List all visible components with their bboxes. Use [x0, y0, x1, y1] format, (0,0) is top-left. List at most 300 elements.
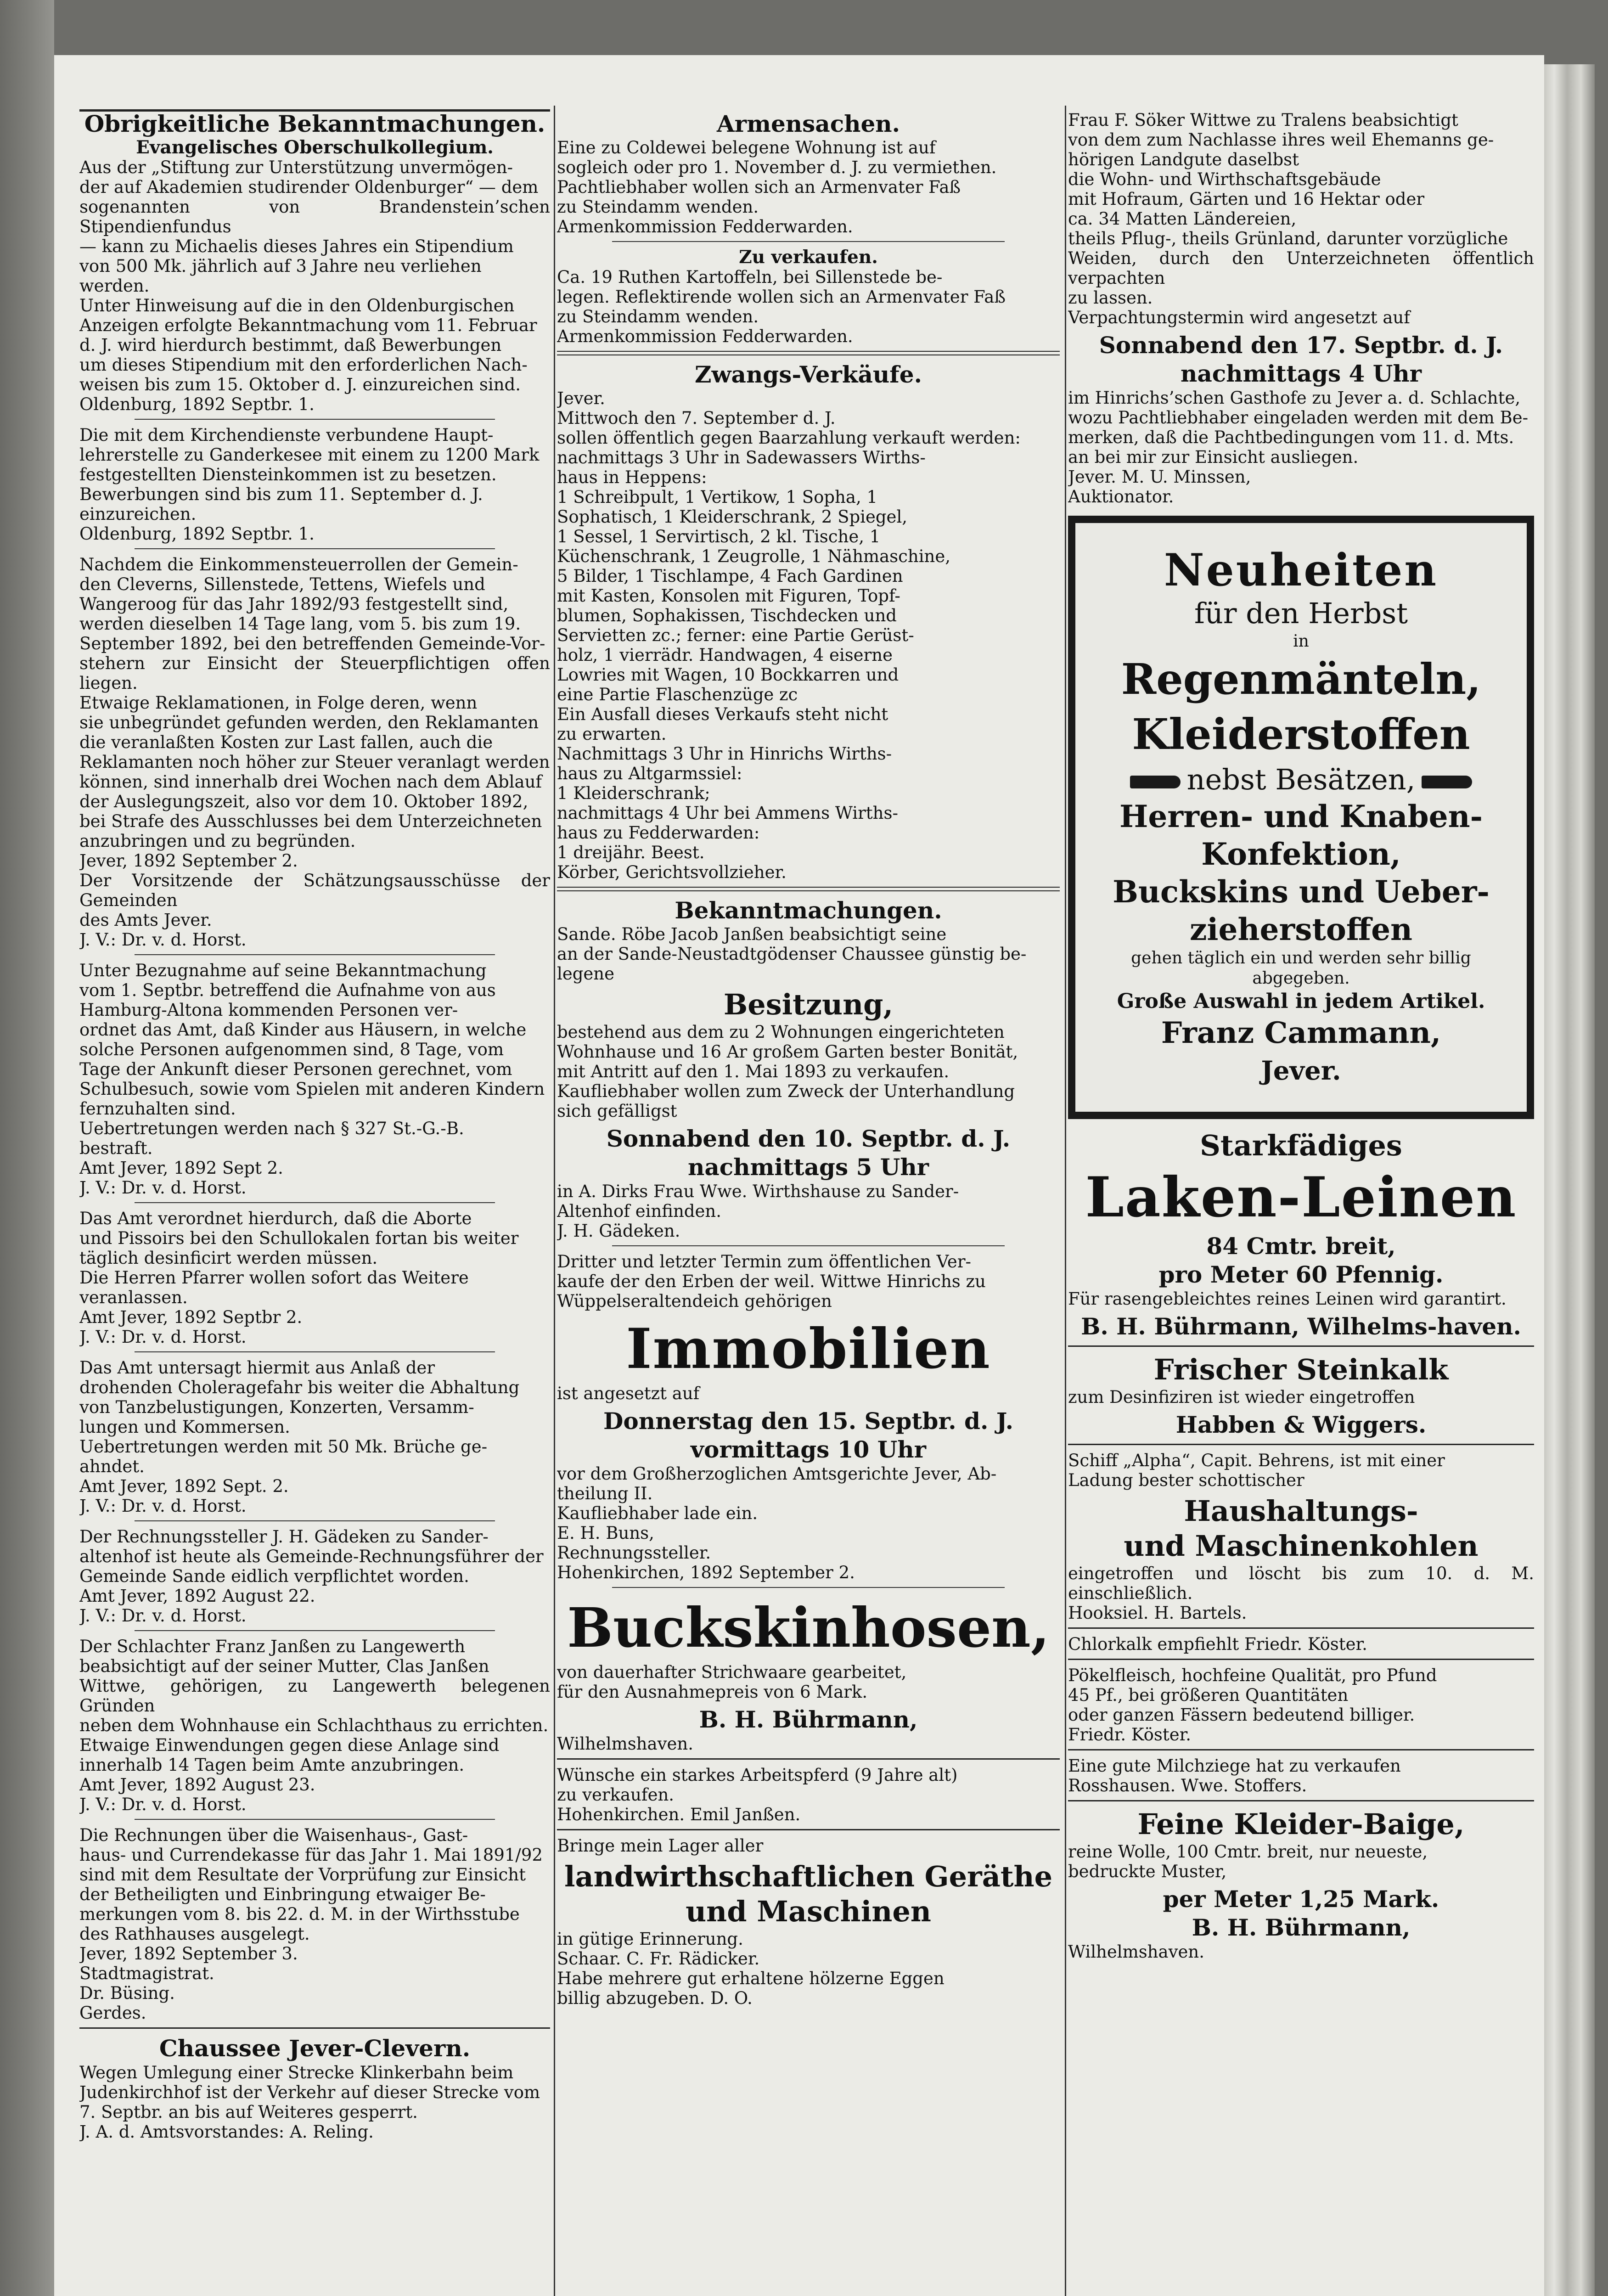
- text-line: zum Desinfiziren ist wieder eingetroffen: [1068, 1387, 1415, 1407]
- text-line: von Tanzbelustigungen, Konzerten, Versamm-: [79, 1397, 474, 1417]
- text-line: Bewerbungen sind bis zum 11. September d. J.: [79, 484, 483, 504]
- notice-paragraph: [79, 1209, 550, 1347]
- text-line: J. V.: Dr. v. d. Horst.: [79, 930, 247, 950]
- text-line: Etwaige Einwendungen gegen diese Anlage sind: [79, 1735, 500, 1755]
- text-line: von dem zum Nachlasse ihres weil Ehemanns ge-: [1068, 130, 1494, 150]
- text-line: und Pissoirs bei den Schullokalen fortan bis weiter: [79, 1228, 519, 1248]
- text-line: zu Steindamm wenden.: [557, 197, 759, 217]
- text-line: Pachtliebhaber wollen sich an Armenvater Faß: [557, 177, 961, 197]
- text-line: in A. Dirks Frau Wwe. Wirthshause zu Sander-: [557, 1182, 959, 1201]
- column-rule-2: [1065, 106, 1066, 2296]
- text-line: bedruckte Muster,: [1068, 1862, 1227, 1881]
- text-line: legene: [557, 964, 615, 984]
- separator-rule: [557, 1758, 1060, 1760]
- notice-paragraph: [1068, 110, 1534, 327]
- text-line: anzubringen und zu begründen.: [79, 831, 356, 851]
- text-line: des Amts Jever.: [79, 910, 212, 930]
- text-line: Etwaige Reklamationen, in Folge deren, wenn: [79, 693, 478, 713]
- text-line: Ein Ausfall dieses Verkaufs steht nicht: [557, 704, 888, 724]
- text-line: Körber, Gerichtsvollzieher.: [557, 862, 787, 882]
- text-line: im Hinrichs’schen Gasthofe zu Jever a. d. Schlachte,: [1068, 388, 1521, 408]
- ad-line: Große Auswahl in jedem Artikel.: [1117, 990, 1485, 1013]
- ad-line: für den Herbst: [1194, 597, 1408, 630]
- text-line: drohenden Choleragefahr bis weiter die Abhaltung: [79, 1378, 520, 1397]
- display-line: Laken-Leinen: [1085, 1165, 1517, 1230]
- text-line: Friedr. Köster.: [1068, 1725, 1191, 1745]
- text-line: Wüppelseraltendeich gehörigen: [557, 1291, 832, 1311]
- page-sheet: [54, 55, 1544, 2296]
- display-line: und Maschinenkohlen: [1124, 1529, 1479, 1563]
- text-line: Jever.: [557, 388, 605, 408]
- notice-paragraph: [1068, 1756, 1534, 1795]
- text-line: Weiden, durch den Unterzeichneten öffentlich verpachten: [1068, 248, 1534, 288]
- notice-paragraph: [79, 555, 550, 950]
- text-line: reine Wolle, 100 Cmtr. breit, nur neueste,: [1068, 1842, 1428, 1862]
- text-line: an der Sande-Neustadtgödenser Chaussee günstig be-: [557, 944, 1027, 964]
- text-line: vor dem Großherzoglichen Amtsgerichte Jever, Ab-: [557, 1464, 997, 1484]
- ad-headline: Neuheiten: [1164, 544, 1439, 596]
- separator-rule: [1068, 1444, 1534, 1445]
- text-line: ist angesetzt auf: [557, 1384, 700, 1403]
- text-line: veranlassen.: [79, 1288, 188, 1307]
- text-line: kaufe der den Erben der weil. Wittwe Hinrichs zu: [557, 1272, 986, 1291]
- separator-rule: [135, 1202, 495, 1203]
- display-line: nachmittags 5 Uhr: [687, 1154, 929, 1181]
- text-line: werden.: [79, 276, 150, 296]
- column-2: [557, 110, 1060, 2012]
- notice-paragraph: [557, 1765, 1060, 1824]
- text-line: beabsichtigt auf der seiner Mutter, Clas Janßen: [79, 1656, 489, 1676]
- pointing-hand-icon: [1130, 776, 1181, 788]
- text-line: Bringe mein Lager aller: [557, 1836, 764, 1856]
- text-line: J. V.: Dr. v. d. Horst.: [79, 1606, 247, 1626]
- text-line: Oldenburg, 1892 Septbr. 1.: [79, 524, 315, 544]
- text-line: vom 1. Septbr. betreffend die Aufnahme von aus: [79, 980, 496, 1000]
- text-line: d. J. wird hierdurch bestimmt, daß Bewerbungen: [79, 335, 502, 355]
- notice-paragraph: [79, 425, 550, 544]
- text-line: Stadtmagistrat.: [79, 1964, 214, 1983]
- section-subtitle: Evangelisches Oberschulkollegium.: [136, 137, 494, 158]
- text-line: Kaufliebhaber lade ein.: [557, 1503, 758, 1523]
- neuheiten-advertisement: [1068, 516, 1534, 1119]
- display-line: Chaussee Jever-Clevern.: [159, 2035, 471, 2062]
- text-line: Oldenburg, 1892 Septbr. 1.: [79, 394, 315, 414]
- text-line: Armenkommission Fedderwarden.: [557, 217, 853, 236]
- display-line: Haushaltungs-: [1184, 1494, 1418, 1528]
- notice-paragraph: [557, 138, 1060, 236]
- book-edge: [1544, 64, 1595, 2296]
- text-line: Pökelfleisch, hochfeine Qualität, pro Pfund: [1068, 1666, 1437, 1685]
- text-line: Nachdem die Einkommensteuerrollen der Gemein-: [79, 555, 518, 574]
- separator-rule: [1068, 1627, 1534, 1629]
- text-line: Ca. 19 Ruthen Kartoffeln, bei Sillenstede be-: [557, 267, 943, 287]
- text-line: merken, daß die Pachtbedingungen vom 11. d. Mts.: [1068, 428, 1514, 447]
- notice-paragraph: [557, 1464, 1060, 1582]
- section-title: Zwangs-Verkäufe.: [695, 361, 922, 388]
- text-line: altenhof ist heute als Gemeinde-Rechnungsführer der: [79, 1547, 544, 1566]
- text-line: stehern zur Einsicht der Steuerpflichtigen offen liegen.: [79, 653, 550, 693]
- display-line: vormittags 10 Uhr: [690, 1436, 927, 1463]
- text-line: E. H. Buns,: [557, 1523, 654, 1543]
- column-1: [79, 110, 550, 2145]
- notice-paragraph: [557, 924, 1060, 984]
- text-line: solche Personen aufgenommen sind, 8 Tage, vom: [79, 1040, 504, 1059]
- display-line: pro Meter 60 Pfennig.: [1158, 1261, 1444, 1288]
- text-line: Das Amt verordnet hierdurch, daß die Aborte: [79, 1209, 472, 1228]
- notice-paragraph: [79, 1358, 550, 1516]
- text-line: Aus der „Stiftung zur Unterstützung unvermögen-: [79, 158, 513, 177]
- notice-paragraph: [1068, 1842, 1534, 1881]
- text-line: zu Steindamm wenden.: [557, 307, 759, 326]
- separator-rule: [135, 1351, 495, 1352]
- text-line: Wangeroog für das Jahr 1892/93 festgestellt sind,: [79, 594, 509, 614]
- text-line: Chlorkalk empfiehlt Friedr. Köster.: [1068, 1634, 1367, 1654]
- notice-paragraph: [557, 267, 1060, 346]
- text-line: September 1892, bei den betreffenden Gemeinde-Vor-: [79, 634, 545, 653]
- notice-paragraph: [1068, 1387, 1534, 1407]
- text-line: Unter Hinweisung auf die in den Oldenburgischen: [79, 296, 515, 315]
- text-line: 1 Kleiderschrank;: [557, 783, 710, 803]
- text-line: 5 Bilder, 1 Tischlampe, 4 Fach Gardinen: [557, 566, 903, 586]
- text-line: der Betheiligten und Einbringung etwaiger Be-: [79, 1885, 486, 1904]
- text-line: haus- und Currendekasse für das Jahr 1. Mai 1891/92: [79, 1845, 543, 1865]
- text-line: neben dem Wohnhause ein Schlachthaus zu errichten.: [79, 1716, 549, 1735]
- separator-rule: [135, 1819, 495, 1820]
- separator-rule: [557, 1829, 1060, 1830]
- text-line: nachmittags 3 Uhr in Sadewassers Wirths-: [557, 448, 926, 467]
- text-line: Kaufliebhaber wollen zum Zweck der Unterhandlung: [557, 1081, 1015, 1101]
- display-line: Starkfädiges: [1200, 1129, 1402, 1162]
- text-line: von dauerhafter Strichwaare gearbeitet,: [557, 1662, 907, 1682]
- text-line: für den Ausnahmepreis von 6 Mark.: [557, 1682, 868, 1702]
- notice-paragraph: [1068, 1942, 1534, 1962]
- text-line: zu lassen.: [1068, 288, 1153, 308]
- text-line: Küchenschrank, 1 Zeugrolle, 1 Nähmaschine,: [557, 546, 951, 566]
- separator-rule: [1068, 1659, 1534, 1660]
- text-line: Die Herren Pfarrer wollen sofort das Weitere: [79, 1268, 469, 1288]
- text-line: Judenkirchhof ist der Verkehr auf dieser Strecke vom: [79, 2082, 540, 2102]
- text-line: Für rasengebleichtes reines Leinen wird garantirt.: [1068, 1289, 1507, 1309]
- section-subtitle: Zu verkaufen.: [739, 247, 878, 268]
- text-line: Mittwoch den 7. September d. J.: [557, 408, 836, 428]
- text-line: Jever. M. U. Minssen,: [1068, 467, 1251, 487]
- text-line: theilung II.: [557, 1484, 653, 1503]
- column-3-bottom: [1068, 1128, 1534, 1962]
- text-line: bei Strafe des Ausschlusses bei dem Unterzeichneten: [79, 811, 542, 831]
- text-line: Dritter und letzter Termin zum öffentlichen Ver-: [557, 1252, 972, 1272]
- text-line: die veranlaßten Kosten zur Last fallen, auch die: [79, 732, 493, 752]
- notice-paragraph: [1068, 1634, 1534, 1654]
- text-line: J. H. Gädeken.: [557, 1221, 680, 1241]
- text-line: werden dieselben 14 Tage lang, vom 5. bis zum 19.: [79, 614, 521, 634]
- text-line: Wünsche ein starkes Arbeitspferd (9 Jahre alt): [557, 1765, 958, 1785]
- text-line: haus in Heppens:: [557, 467, 707, 487]
- notice-paragraph: [557, 1734, 1060, 1754]
- text-line: nachmittags 4 Uhr bei Ammens Wirths-: [557, 803, 898, 823]
- text-line: in gütige Erinnerung.: [557, 1929, 743, 1949]
- notice-paragraph: [557, 1662, 1060, 1702]
- notice-paragraph: [79, 1825, 550, 2023]
- ad-line: Buckskins und Ueber-: [1113, 874, 1490, 910]
- notice-paragraph: [557, 1836, 1060, 1856]
- separator-rule: [612, 1245, 1005, 1246]
- text-line: Das Amt untersagt hiermit aus Anlaß der: [79, 1358, 435, 1378]
- text-line: zu erwarten.: [557, 724, 667, 744]
- column-rule-1: [554, 106, 555, 2296]
- text-line: Hamburg-Altona kommenden Personen ver-: [79, 1000, 458, 1020]
- text-line: Schaar. C. Fr. Rädicker.: [557, 1949, 760, 1969]
- text-line: ca. 34 Matten Ländereien,: [1068, 209, 1297, 229]
- text-line: Wilhelmshaven.: [557, 1734, 693, 1754]
- display-line: 84 Cmtr. breit,: [1206, 1232, 1396, 1260]
- text-line: J. V.: Dr. v. d. Horst.: [79, 1178, 247, 1198]
- display-line: Buckskinhosen,: [567, 1596, 1050, 1660]
- display-line: B. H. Bührmann,: [699, 1706, 918, 1733]
- text-line: sie unbegründet gefunden werden, den Reklamanten: [79, 713, 539, 732]
- ad-line: Regenmänteln,: [1121, 654, 1481, 704]
- display-line: B. H. Bührmann,: [1192, 1914, 1411, 1941]
- display-line: landwirthschaftlichen Geräthe: [564, 1860, 1053, 1893]
- separator-rule: [135, 1520, 495, 1521]
- text-line: haus zu Altgarmssiel:: [557, 764, 742, 783]
- text-line: billig abzugeben. D. O.: [557, 1988, 753, 2008]
- separator-rule: [135, 1630, 495, 1631]
- text-line: Gemeinde Sande eidlich verpflichtet worden.: [79, 1566, 469, 1586]
- separator-rule: [135, 548, 495, 549]
- text-line: mit Hofraum, Gärten und 16 Hektar oder: [1068, 189, 1425, 209]
- notice-paragraph: [557, 1252, 1060, 1311]
- notice-paragraph: [1068, 1451, 1534, 1490]
- text-line: Anzeigen erfolgte Bekanntmachung vom 11. Februar: [79, 315, 537, 335]
- text-line: Servietten zc.; ferner: eine Partie Gerüst-: [557, 625, 914, 645]
- text-line: 1 Schreibpult, 1 Vertikow, 1 Sopha, 1: [557, 487, 878, 507]
- text-line: Amt Jever, 1892 Septbr 2.: [79, 1307, 303, 1327]
- text-line: fernzuhalten sind.: [79, 1099, 236, 1119]
- separator-rule: [1068, 1800, 1534, 1801]
- text-line: des Rathhauses ausgelegt.: [79, 1924, 310, 1944]
- text-line: lehrerstelle zu Ganderkesee mit einem zu 1200 Mark: [79, 445, 540, 465]
- text-line: festgestellten Diensteinkommen ist zu besetzen.: [79, 465, 497, 484]
- text-line: Eine gute Milchziege hat zu verkaufen: [1068, 1756, 1401, 1776]
- notice-paragraph: [557, 1022, 1060, 1121]
- text-line: sind mit dem Resultate der Vorprüfung zur Einsicht: [79, 1865, 526, 1885]
- section-title: Armensachen.: [716, 110, 900, 137]
- ad-line: zieherstoffen: [1189, 912, 1413, 947]
- text-line: Wittwe, gehörigen, zu Langewerth belegenen Gründen: [79, 1676, 550, 1716]
- text-line: Schulbesuch, sowie vom Spielen mit anderen Kindern: [79, 1079, 545, 1099]
- text-line: innerhalb 14 Tagen beim Amte anzubringen.: [79, 1755, 465, 1775]
- text-line: Gerdes.: [79, 2003, 146, 2023]
- text-line: oder ganzen Fässern bedeutend billiger.: [1068, 1705, 1415, 1725]
- text-line: mit Kasten, Konsolen mit Figuren, Topf-: [557, 586, 900, 606]
- notice-paragraph: [557, 1929, 1060, 2008]
- text-line: Uebertretungen werden mit 50 Mk. Brüche ge-: [79, 1437, 488, 1457]
- column-3-top: [1068, 110, 1534, 506]
- notice-paragraph: [79, 2063, 550, 2142]
- text-line: die Wohn- und Wirthschaftsgebäude: [1068, 169, 1381, 189]
- text-line: Amt Jever, 1892 August 22.: [79, 1586, 315, 1606]
- notice-paragraph: [557, 1182, 1060, 1241]
- notice-paragraph: [1068, 1289, 1534, 1309]
- text-line: an bei mir zur Einsicht ausliegen.: [1068, 447, 1359, 467]
- text-line: legen. Reflektirende wollen sich an Armenvater Faß: [557, 287, 1006, 307]
- text-line: können, sind innerhalb drei Wochen nach dem Ablauf: [79, 772, 542, 792]
- text-line: Wilhelmshaven.: [1068, 1942, 1204, 1962]
- text-line: Sophatisch, 1 Kleiderschrank, 2 Spiegel,: [557, 507, 908, 527]
- text-line: ahndet.: [79, 1457, 145, 1476]
- text-line: sogleich oder pro 1. November d. J. zu vermiethen.: [557, 158, 997, 177]
- ad-line: abgegeben.: [1252, 969, 1350, 988]
- display-line: per Meter 1,25 Mark.: [1163, 1885, 1439, 1913]
- text-line: Amt Jever, 1892 Sept 2.: [79, 1158, 283, 1178]
- text-line: Eine zu Coldewei belegene Wohnung ist auf: [557, 138, 936, 158]
- separator-rule: [557, 351, 1060, 355]
- text-line: Rosshausen. Wwe. Stoffers.: [1068, 1776, 1307, 1795]
- text-line: der auf Akademien studirender Oldenburger“ — dem: [79, 177, 539, 197]
- text-line: haus zu Fedderwarden:: [557, 823, 760, 843]
- text-line: bestraft.: [79, 1138, 153, 1158]
- text-line: theils Pflug-, theils Grünland, darunter vorzügliche: [1068, 229, 1508, 248]
- notice-paragraph: [79, 1527, 550, 1626]
- text-line: lungen und Kommersen.: [79, 1417, 290, 1437]
- text-line: Amt Jever, 1892 Sept. 2.: [79, 1476, 289, 1496]
- text-line: um dieses Stipendium mit den erforderlichen Nach-: [79, 355, 528, 375]
- text-line: Der Schlachter Franz Janßen zu Langewerth: [79, 1637, 466, 1656]
- ad-line: Kleiderstoffen: [1132, 709, 1470, 759]
- text-line: Rechnungssteller.: [557, 1543, 711, 1563]
- text-line: Uebertretungen werden nach § 327 St.-G.-B.: [79, 1119, 464, 1138]
- text-line: einzureichen.: [79, 504, 197, 524]
- text-line: J. V.: Dr. v. d. Horst.: [79, 1795, 247, 1814]
- display-line: Habben & Wiggers.: [1175, 1411, 1427, 1438]
- ad-advertiser: Franz Cammann,: [1161, 1016, 1441, 1050]
- text-line: sollen öffentlich gegen Baarzahlung verkauft werden:: [557, 428, 1021, 448]
- display-line: und Maschinen: [686, 1895, 931, 1928]
- text-line: Jever, 1892 September 2.: [79, 851, 298, 871]
- text-line: Verpachtungstermin wird angesetzt auf: [1068, 308, 1410, 327]
- section-title: Obrigkeitliche Bekanntmachungen.: [84, 110, 545, 137]
- display-line: Immobilien: [626, 1317, 991, 1381]
- text-line: J. A. d. Amtsvorstandes: A. Reling.: [79, 2122, 374, 2142]
- text-line: Altenhof einfinden.: [557, 1201, 721, 1221]
- text-line: Wohnhause und 16 Ar großem Garten bester Bonität,: [557, 1042, 1018, 1062]
- ad-place: Jever.: [1261, 1056, 1341, 1086]
- separator-rule: [1068, 1749, 1534, 1750]
- notice-paragraph: [557, 1384, 1060, 1403]
- text-line: Hohenkirchen, 1892 September 2.: [557, 1563, 855, 1582]
- left-page-margin: [0, 0, 54, 2296]
- text-line: 1 Sessel, 1 Servirtisch, 2 kl. Tische, 1: [557, 527, 881, 546]
- display-line: Sonnabend den 17. Septbr. d. J.: [1099, 332, 1503, 359]
- display-line: Besitzung,: [723, 988, 894, 1021]
- notice-paragraph: [557, 388, 1060, 882]
- text-line: den Cleverns, Sillenstede, Tettens, Wiefels und: [79, 574, 485, 594]
- separator-rule: [135, 419, 495, 420]
- ad-line: Konfektion,: [1201, 836, 1401, 872]
- text-line: Jever, 1892 September 3.: [79, 1944, 298, 1964]
- ad-line: Herren- und Knaben-: [1119, 799, 1483, 834]
- text-line: holz, 1 vierrädr. Handwagen, 4 eiserne: [557, 645, 893, 665]
- text-line: mit Antritt auf den 1. Mai 1893 zu verkaufen.: [557, 1062, 950, 1081]
- text-line: zu verkaufen.: [557, 1785, 675, 1805]
- separator-rule: [79, 2027, 550, 2029]
- text-line: täglich desinficirt werden müssen.: [79, 1248, 378, 1268]
- text-line: — kann zu Michaelis dieses Jahres ein Stipendium: [79, 236, 514, 256]
- text-line: blumen, Sophakissen, Tischdecken und: [557, 606, 897, 625]
- text-line: Die Rechnungen über die Waisenhaus-, Gast-: [79, 1825, 468, 1845]
- text-line: sogenannten von Brandenstein’schen Stipendienfundus: [79, 197, 550, 236]
- separator-rule: [1068, 1345, 1534, 1347]
- ad-line: in: [1293, 632, 1309, 651]
- ad-line: gehen täglich ein und werden sehr billig: [1131, 949, 1471, 968]
- text-line: 45 Pf., bei größeren Quantitäten: [1068, 1685, 1349, 1705]
- text-line: weisen bis zum 15. Oktober d. J. einzureichen sind.: [79, 375, 521, 394]
- text-line: Reklamanten noch höher zur Steuer veranlagt werden: [79, 752, 550, 772]
- text-line: Tage der Ankunft dieser Personen gerechnet, vom: [79, 1059, 512, 1079]
- text-line: Lowries mit Wagen, 10 Bockkarren und: [557, 665, 899, 685]
- text-line: Wegen Umlegung einer Strecke Klinkerbahn beim: [79, 2063, 514, 2082]
- display-line: Sonnabend den 10. Septbr. d. J.: [606, 1125, 1011, 1152]
- text-line: 7. Septbr. an bis auf Weiteres gesperrt.: [79, 2102, 418, 2122]
- text-line: 1 dreijähr. Beest.: [557, 843, 705, 862]
- column-3: [1068, 110, 1534, 1965]
- notice-paragraph: [79, 961, 550, 1198]
- text-line: ordnet das Amt, daß Kinder aus Häusern, in welche: [79, 1020, 527, 1040]
- text-line: bestehend aus dem zu 2 Wohnungen eingerichteten: [557, 1022, 1005, 1042]
- text-line: Hooksiel. H. Bartels.: [1068, 1603, 1247, 1623]
- display-line: Donnerstag den 15. Septbr. d. J.: [603, 1407, 1013, 1435]
- text-line: Sande. Röbe Jacob Janßen beabsichtigt seine: [557, 924, 947, 944]
- text-line: Frau F. Söker Wittwe zu Tralens beabsichtigt: [1068, 110, 1458, 130]
- separator-rule: [612, 241, 1005, 242]
- separator-rule: [557, 887, 1060, 891]
- text-line: merkungen vom 8. bis 22. d. M. in der Wirthsstube: [79, 1904, 520, 1924]
- notice-paragraph: [79, 158, 550, 414]
- text-line: Nachmittags 3 Uhr in Hinrichs Wirths-: [557, 744, 892, 764]
- section-title: Bekanntmachungen.: [675, 897, 942, 924]
- text-line: J. V.: Dr. v. d. Horst.: [79, 1327, 247, 1347]
- text-line: Ladung bester schottischer: [1068, 1470, 1304, 1490]
- text-line: Dr. Büsing.: [79, 1983, 175, 2003]
- text-line: eine Partie Flaschenzüge zc: [557, 685, 798, 704]
- separator-rule: [135, 954, 495, 955]
- text-line: hörigen Landgute daselbst: [1068, 150, 1299, 169]
- text-line: Schiff „Alpha“, Capit. Behrens, ist mit einer: [1068, 1451, 1445, 1470]
- display-line: Feine Kleider-Baige,: [1137, 1807, 1465, 1841]
- text-line: Auktionator.: [1068, 487, 1174, 506]
- notice-paragraph: [1068, 1564, 1534, 1623]
- text-line: J. V.: Dr. v. d. Horst.: [79, 1496, 247, 1516]
- text-line: Habe mehrere gut erhaltene hölzerne Eggen: [557, 1969, 945, 1988]
- pointing-hand-icon: [1422, 776, 1472, 788]
- notice-paragraph: [79, 1637, 550, 1814]
- text-line: Armenkommission Fedderwarden.: [557, 326, 853, 346]
- separator-rule: [612, 1587, 1005, 1588]
- text-line: der Auslegungszeit, also vor dem 10. Oktober 1892,: [79, 792, 529, 811]
- text-line: von 500 Mk. jährlich auf 3 Jahre neu verliehen: [79, 256, 482, 276]
- notice-paragraph: [1068, 1666, 1534, 1745]
- display-line: B. H. Bührmann, Wilhelms-haven.: [1081, 1313, 1521, 1340]
- text-line: Der Vorsitzende der Schätzungsausschüsse der Gemeinden: [79, 871, 550, 910]
- text-line: Der Rechnungssteller J. H. Gädeken zu Sander-: [79, 1527, 489, 1547]
- text-line: eingetroffen und löscht bis zum 10. d. M. einschließlich.: [1068, 1564, 1534, 1603]
- text-line: sich gefälligst: [557, 1101, 677, 1121]
- text-line: Unter Bezugnahme auf seine Bekanntmachung: [79, 961, 487, 980]
- notice-paragraph: [1068, 388, 1534, 506]
- display-line: Frischer Steinkalk: [1153, 1353, 1449, 1386]
- text-line: wozu Pachtliebhaber eingeladen werden mit dem Be-: [1068, 408, 1529, 428]
- ad-line: nebst Besätzen,: [1186, 763, 1416, 796]
